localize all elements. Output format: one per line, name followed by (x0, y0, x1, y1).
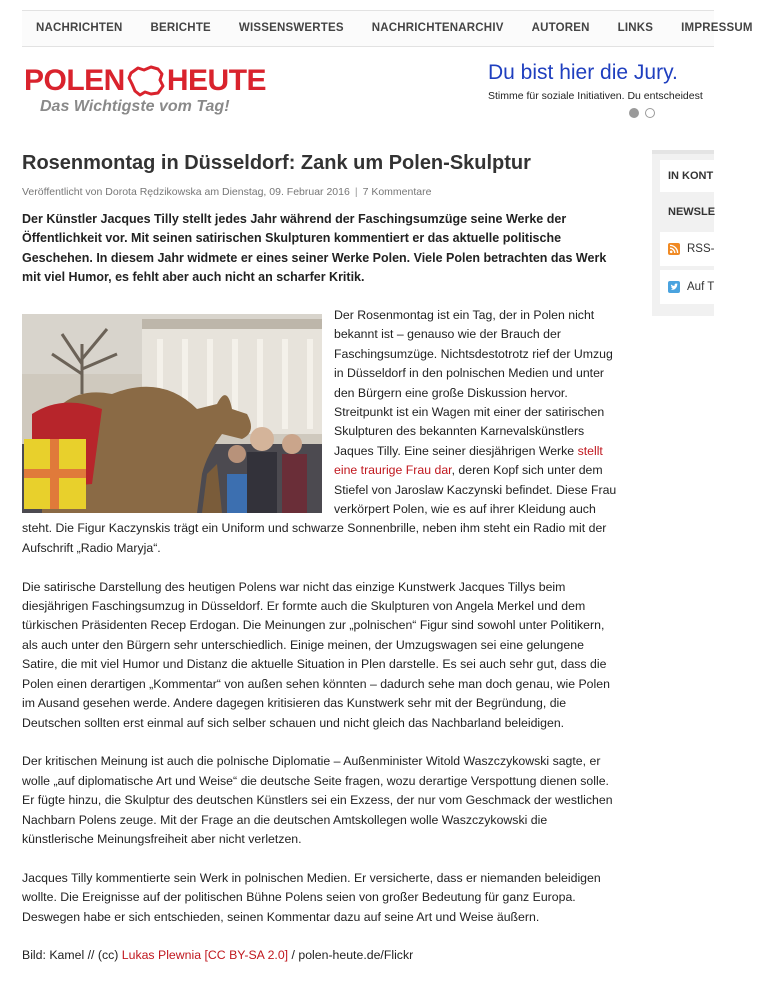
pager-dot-2[interactable] (645, 108, 655, 118)
article-body (22, 306, 622, 985)
camel-photo (22, 314, 322, 513)
poland-map-icon (127, 65, 165, 97)
nav-item-berichte[interactable]: BERICHTE (150, 22, 211, 34)
nav-item-links[interactable]: LINKS (617, 22, 654, 34)
banner-subtitle: Stimme für soziale Initiativen. Du entscheidest (488, 90, 703, 102)
article-meta (22, 186, 431, 198)
nav-item-nachrichtenarchiv[interactable]: NACHRICHTENARCHIV (371, 22, 504, 34)
sidebar (652, 150, 714, 316)
nav-item-nachrichten[interactable]: NACHRICHTEN (36, 22, 123, 34)
logo-part-heute: HEUTE (166, 64, 267, 97)
logo-tagline: Das Wichtigste vom Tag! (40, 98, 230, 115)
paragraph-2: Die satirische Darstellung des heutigen Polens war nicht das einzige Kunstwerk Jacques Tillys beim diesjährigen Faschingsumzug in Düsseldorf. Er formte auch die Skulpturen von Angela Merkel und dem türkischen Präsidenten Recep Erdogan. Die Meinungen zur „polnischen“ Figur sind sowohl unter Politikern, als auch unter den Bürgern sehr unterschiedlich. Einige meinen, der Umzugswagen sei eine gelungene Satire, die mit viel Humor und Distanz die aktuelle Situation in Plen darstelle. Es sei auch sehr gut, dass die Polen einen derartigen „Kommentar“ von außen sehen könnten – dadurch sehe man doch genau, wie Polen im Ausand gesehen werde. Andere dagegen kritisieren das Kunstwerk sehr mit der Begründung, die Deutschen sollten erst einmal auf sich selber schauen und nicht gleich das Nachbarland beleidigen. (22, 579, 610, 730)
logo-part-polen: POLEN (24, 64, 125, 97)
credit-suffix: / polen-heute.de/Flickr (288, 948, 414, 963)
article-lead: Der Künstler Jacques Tilly stellt jedes Jahr während der Faschingsumzüge seine Werke der Öffentlichkeit vor. Mit seinen satirischen Skulpturen kommentiert er das aktuelle politische Geschehen. In diesem Jahr widmete er eines seiner Werke Polen. Viele Polen betrachten das Werk mit viel Humor, es fehlt aber auch nicht an scharfer Kritik. (22, 212, 607, 285)
paragraph-1-text-a: Der Rosenmontag ist ein Tag, der in Polen nicht bekannt ist – genauso wie der Brauch der Faschingsumzüge. Nichtsdestotrotz rief der Umzug in Düsseldorf in den polnischen Medien und unter den Bürgern eine große Diskussion hervor. Streitpunkt ist ein Wagen mit einer der satirischen Skulpturen des bekannten Karnevalskünstlers Jaques Tilly. Eine seiner diesjährigen Werke (334, 308, 613, 458)
sidebar-heading-kontakt: IN KONT (660, 160, 714, 192)
photo-credit (22, 946, 622, 965)
paragraph-4: Jacques Tilly kommentierte sein Werk in polnischen Medien. Er versicherte, dass er niemanden beleidigen wollte. Die Ereignisse auf der politischen Bühne Polens seien von großer Bedeutung für ganz Europa. Deswegen habe er sich entschieden, seinen Kommentar dazu auf seine Art und Weise äußern. (22, 870, 601, 924)
pager-dot-1[interactable] (629, 108, 639, 118)
inline-link-traurige-frau[interactable]: stellt eine traurige Frau dar (334, 443, 603, 478)
nav-item-impressum[interactable]: IMPRESSUM (681, 22, 753, 34)
site-logo[interactable] (24, 64, 267, 126)
sidebar-item-rss-label: RSS- (687, 243, 715, 255)
rss-icon (668, 243, 680, 255)
meta-separator: | (354, 186, 358, 198)
main-nav (22, 10, 753, 47)
sidebar-heading-newsletter: NEWSLE (660, 196, 714, 228)
twitter-icon (668, 281, 680, 293)
comments-link[interactable]: 7 Kommentare (362, 186, 432, 198)
article-byline: Veröffentlicht von Dorota Rędzikowska am Dienstag, 09. Februar 2016 (22, 186, 350, 198)
banner-title: Du bist hier die Jury. (488, 61, 678, 84)
credit-prefix: Bild: Kamel // (cc) (22, 948, 122, 963)
sidebar-item-twitter[interactable] (660, 270, 714, 304)
article-title: Rosenmontag in Düsseldorf: Zank um Polen-Skulptur (22, 152, 531, 174)
nav-item-wissenswertes[interactable]: WISSENSWERTES (238, 22, 344, 34)
credit-license-link[interactable]: [CC BY-SA 2.0] (204, 948, 289, 963)
sidebar-item-rss[interactable] (660, 232, 714, 266)
paragraph-3: Der kritischen Meinung ist auch die polnische Diplomatie – Außenminister Witold Waszczykowski sagte, er wolle „auf diplomatische Art und Weise“ die deutsche Seite fragen, wozu derartige Verspottung dienen solle. Er fügte hinzu, die Skulptur des deutschen Künstlers sei ein Exzess, der nur vom Geschmack der westlichen Nachbarn Polens zeuge. Mit der Frage an die deutschen Amtskollegen wolle Waszczykowski die künstlerische Meinungsfreiheit aber nicht verletzen. (22, 754, 613, 846)
nav-item-autoren[interactable]: AUTOREN (531, 22, 590, 34)
banner-pager (629, 108, 655, 118)
sidebar-item-twitter-label: Auf T (687, 281, 715, 293)
paragraph-1-text-b: , deren Kopf sich unter dem Stiefel von Jaroslaw Kaczynski befindet. Diese Frau verkörpert Polen, wie es auf ihrer Kleidung auch steht. Die Figur Kaczynskis trägt ein Uniform und schwarze Sonnenbrille, neben ihm steht ein Radio mit der Aufschrift „Radio Maryja“. (22, 463, 617, 555)
credit-author-link[interactable]: Lukas Plewnia (121, 948, 202, 963)
logo-wordmark (24, 64, 266, 98)
ad-banner[interactable] (488, 60, 714, 120)
